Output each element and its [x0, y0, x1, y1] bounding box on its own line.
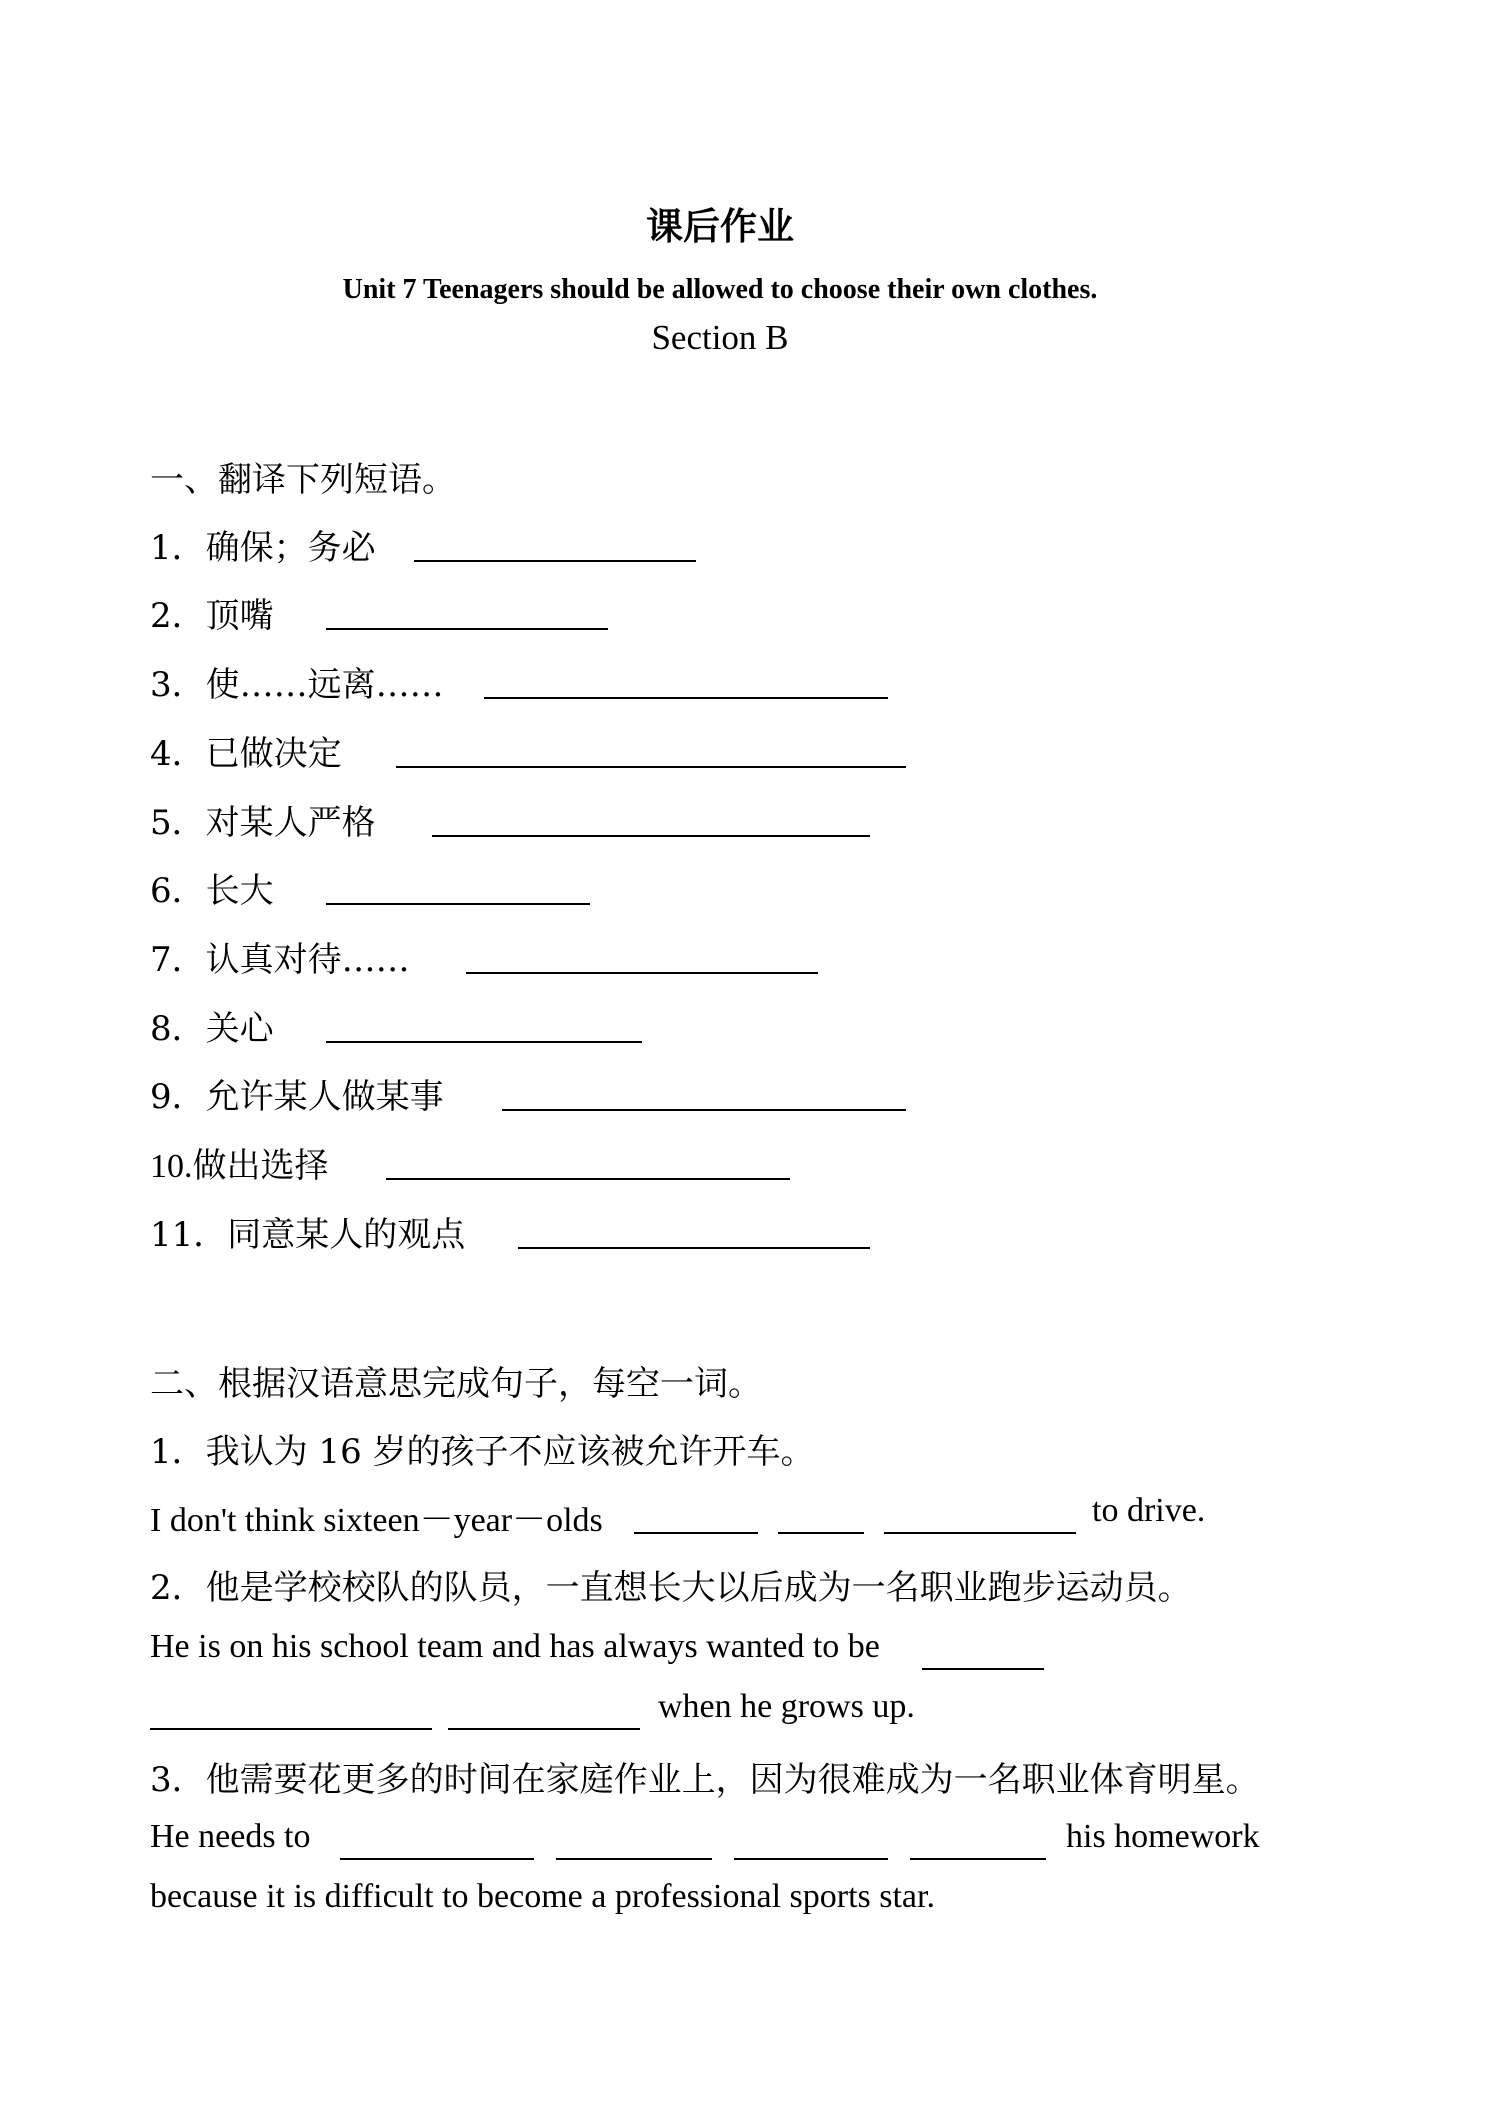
phrase-item-11 — [150, 1207, 465, 1256]
item-text: 做出选择 — [192, 1146, 329, 1186]
q3-blank-2[interactable] — [556, 1858, 712, 1860]
item-number: 7． — [150, 940, 206, 980]
q3-english-end: because it is difficult to become a professional sports star. — [150, 1878, 935, 1915]
answer-blank-8[interactable] — [326, 1041, 642, 1043]
q3-english-mid: his homework — [1066, 1818, 1260, 1855]
item-text: 使……远离…… — [205, 665, 444, 705]
q1-chinese: 1．我认为 16 岁的孩子不应该被允许开车。 — [150, 1432, 815, 1472]
q3-chinese: 3．他需要花更多的时间在家庭作业上，因为很难成为一名职业体育明星。 — [150, 1760, 1260, 1800]
q2-english-start: He is on his school team and has always wanted to be — [150, 1628, 880, 1665]
item-number: 8． — [150, 1009, 206, 1049]
part2-heading: 二、根据汉语意思完成句子，每空一词。 — [150, 1364, 762, 1404]
item-text: 同意某人的观点 — [227, 1215, 466, 1255]
answer-blank-6[interactable] — [326, 903, 590, 905]
phrase-item-10 — [150, 1138, 329, 1187]
q1-english-start: I don't think sixteen－year－olds — [150, 1502, 603, 1539]
q2-blank-2[interactable] — [150, 1728, 432, 1730]
answer-blank-7[interactable] — [466, 972, 818, 974]
phrase-item-3 — [150, 657, 444, 706]
item-text: 已做决定 — [205, 734, 342, 774]
phrase-item-1 — [150, 520, 376, 569]
answer-blank-11[interactable] — [518, 1247, 870, 1249]
item-text: 顶嘴 — [205, 596, 274, 636]
item-text: 允许某人做某事 — [205, 1077, 444, 1117]
item-text: 对某人严格 — [205, 803, 376, 843]
q3-blank-4[interactable] — [910, 1858, 1046, 1860]
phrase-item-7 — [150, 932, 410, 981]
item-number: 11． — [150, 1215, 228, 1255]
q3-blank-3[interactable] — [734, 1858, 888, 1860]
q1-blank-1[interactable] — [634, 1532, 758, 1534]
item-number: 4． — [150, 734, 206, 774]
answer-blank-3[interactable] — [484, 697, 888, 699]
part1-heading: 一、翻译下列短语。 — [150, 460, 456, 500]
q1-english-end: to drive. — [1092, 1492, 1206, 1529]
q3-blank-1[interactable] — [340, 1858, 534, 1860]
phrase-item-9 — [150, 1069, 444, 1118]
q2-blank-3[interactable] — [448, 1728, 640, 1730]
answer-blank-4[interactable] — [396, 766, 906, 768]
item-number: 10. — [150, 1148, 193, 1185]
q2-chinese: 2．他是学校校队的队员，一直想长大以后成为一名职业跑步运动员。 — [150, 1568, 1192, 1608]
item-text: 长大 — [205, 871, 274, 911]
q1-blank-2[interactable] — [778, 1532, 864, 1534]
item-text: 关心 — [205, 1009, 274, 1049]
answer-blank-5[interactable] — [432, 835, 870, 837]
phrase-item-8 — [150, 1001, 274, 1050]
unit-title: Unit 7 Teenagers should be allowed to choose their own clothes. — [342, 274, 1098, 305]
q1-blank-3[interactable] — [884, 1532, 1076, 1534]
item-number: 6． — [150, 871, 206, 911]
item-number: 5． — [150, 803, 206, 843]
item-number: 9． — [150, 1077, 206, 1117]
page-title: 课后作业 — [646, 204, 794, 248]
answer-blank-2[interactable] — [326, 628, 608, 630]
q2-blank-1[interactable] — [922, 1668, 1044, 1670]
phrase-item-4 — [150, 726, 342, 775]
answer-blank-1[interactable] — [414, 560, 696, 562]
q3-english-start: He needs to — [150, 1818, 311, 1855]
answer-blank-10[interactable] — [386, 1178, 790, 1180]
section-title: Section B — [651, 318, 789, 357]
phrase-item-5 — [150, 795, 376, 844]
item-text: 认真对待…… — [205, 940, 410, 980]
item-number: 3． — [150, 665, 206, 705]
q2-english-end: when he grows up. — [658, 1688, 915, 1725]
item-number: 1． — [150, 528, 206, 568]
phrase-item-6 — [150, 863, 274, 912]
item-text: 确保；务必 — [205, 528, 376, 568]
phrase-item-2 — [150, 588, 274, 637]
item-number: 2． — [150, 596, 206, 636]
answer-blank-9[interactable] — [502, 1109, 906, 1111]
